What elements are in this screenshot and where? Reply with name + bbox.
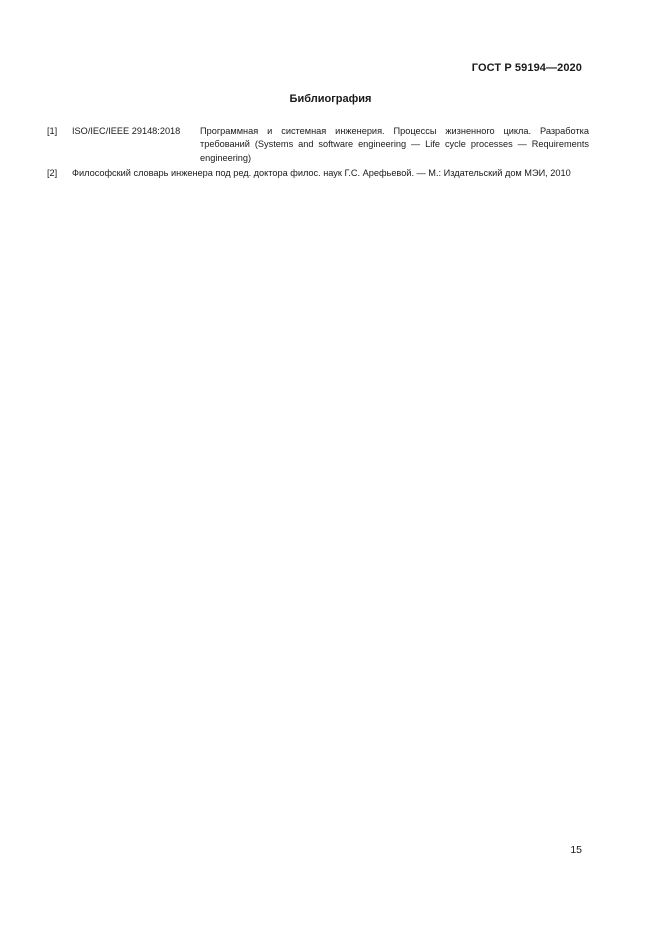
entry-standard-code: ISO/IEC/IEEE 29148:2018 [72,126,181,136]
document-code: ГОСТ Р 59194—2020 [471,62,582,74]
entry-description: Программная и системная инженерия. Процессы жизненного цикла. Разработка требований (Systems and software engineering — Life cycle processes — Requirements engineering) [200,126,589,163]
bibliography-entry [47,125,589,165]
section-title: Библиография [289,93,372,105]
bibliography-list [47,125,589,183]
entry-number: [2] [47,168,58,179]
entry-number: [1] [47,126,58,136]
page-number: 15 [570,844,582,856]
entry-description: Философский словарь инженера под ред. доктора филос. наук Г.С. Арефьевой. — М.: Издательский дом МЭИ, 2010 [72,168,571,179]
bibliography-entry [47,167,589,180]
